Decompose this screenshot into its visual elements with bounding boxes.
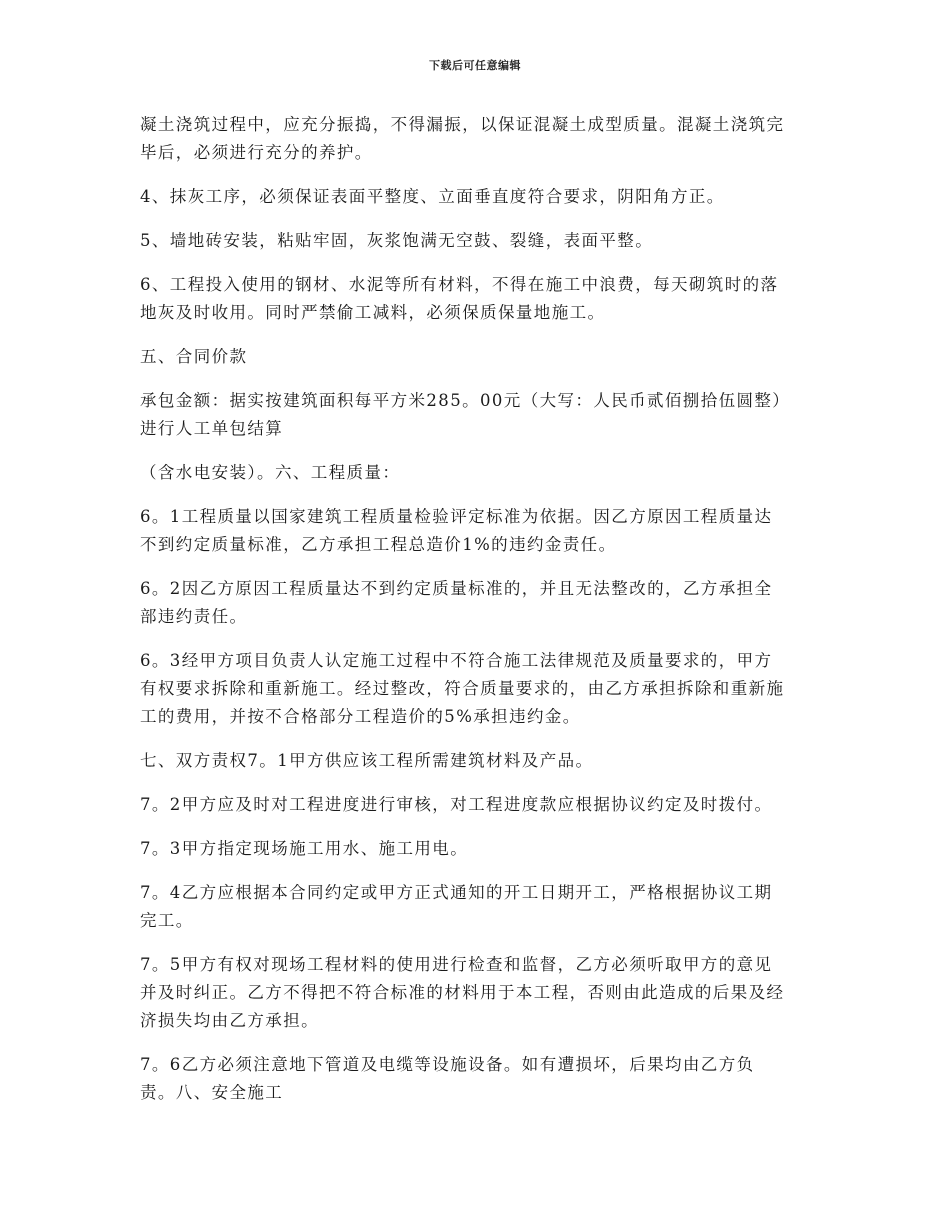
paragraph-clause-7-5: 7。5甲方有权对现场工程材料的使用进行检查和监督，乙方必须听取甲方的意见 并及时纠正。乙方不得把不符合标准的材料用于本工程，否则由此造成的后果及经 济损失均由乙方承担。 <box>140 955 785 1030</box>
page-header: 下载后可任意编辑 <box>429 59 521 72</box>
paragraph-contract-amount: 承包金额：据实按建筑面积每平方米285。00元（大写：人民币贰佰捌拾伍圆整） 进行人工单包结算 <box>140 391 791 438</box>
paragraph-clause-7-6: 7。6乙方必须注意地下管道及电缆等设施设备。如有遭损坏，后果均由乙方负 责。八、安全施工 <box>140 1055 755 1102</box>
paragraph-clause-6-2: 6。2因乙方原因工程质量达不到约定质量标准的，并且无法整改的，乙方承担全 部违约责任。 <box>140 579 773 626</box>
paragraph-concrete-pouring: 凝土浇筑过程中，应充分振捣，不得漏振，以保证混凝土成型质量。混凝土浇筑完 毕后，必须进行充分的养护。 <box>140 115 785 162</box>
paragraph-clause-6-3: 6。3经甲方项目负责人认定施工过程中不符合施工法律规范及质量要求的，甲方 有权要求拆除和重新施工。经过整改，符合质量要求的，由乙方承担拆除和重新施 工的费用，并按不合格部分工程造价的5%承担违约金。 <box>140 651 785 726</box>
paragraph-clause-7-1: 七、双方责权7。1甲方供应该工程所需建筑材料及产品。 <box>140 751 594 770</box>
paragraph-quality-heading: （含水电安装）。六、工程质量： <box>140 463 401 482</box>
paragraph-clause-6-1: 6。1工程质量以国家建筑工程质量检验评定标准为依据。因乙方原因工程质量达 不到约定质量标准，乙方承担工程总造价1%的违约金责任。 <box>140 507 773 554</box>
paragraph-tile-installation: 5、墙地砖安装，粘贴牢固，灰浆饱满无空鼓、裂缝，表面平整。 <box>140 231 654 250</box>
paragraph-clause-7-2: 7。2甲方应及时对工程进度进行审核，对工程进度款应根据协议约定及时拨付。 <box>140 795 773 814</box>
paragraph-clause-7-3: 7。3甲方指定现场施工用水、施工用电。 <box>140 839 469 858</box>
document-body <box>140 111 815 1123</box>
paragraph-plastering: 4、抹灰工序，必须保证表面平整度、立面垂直度符合要求，阴阳角方正。 <box>140 187 725 206</box>
paragraph-materials: 6、工程投入使用的钢材、水泥等所有材料，不得在施工中浪费，每天砌筑时的落 地灰及时收用。同时严禁偷工减料，必须保质保量地施工。 <box>140 275 779 322</box>
section-heading-contract-price: 五、合同价款 <box>140 347 248 366</box>
paragraph-clause-7-4: 7。4乙方应根据本合同约定或甲方正式通知的开工日期开工，严格根据协议工期 完工。 <box>140 883 773 930</box>
